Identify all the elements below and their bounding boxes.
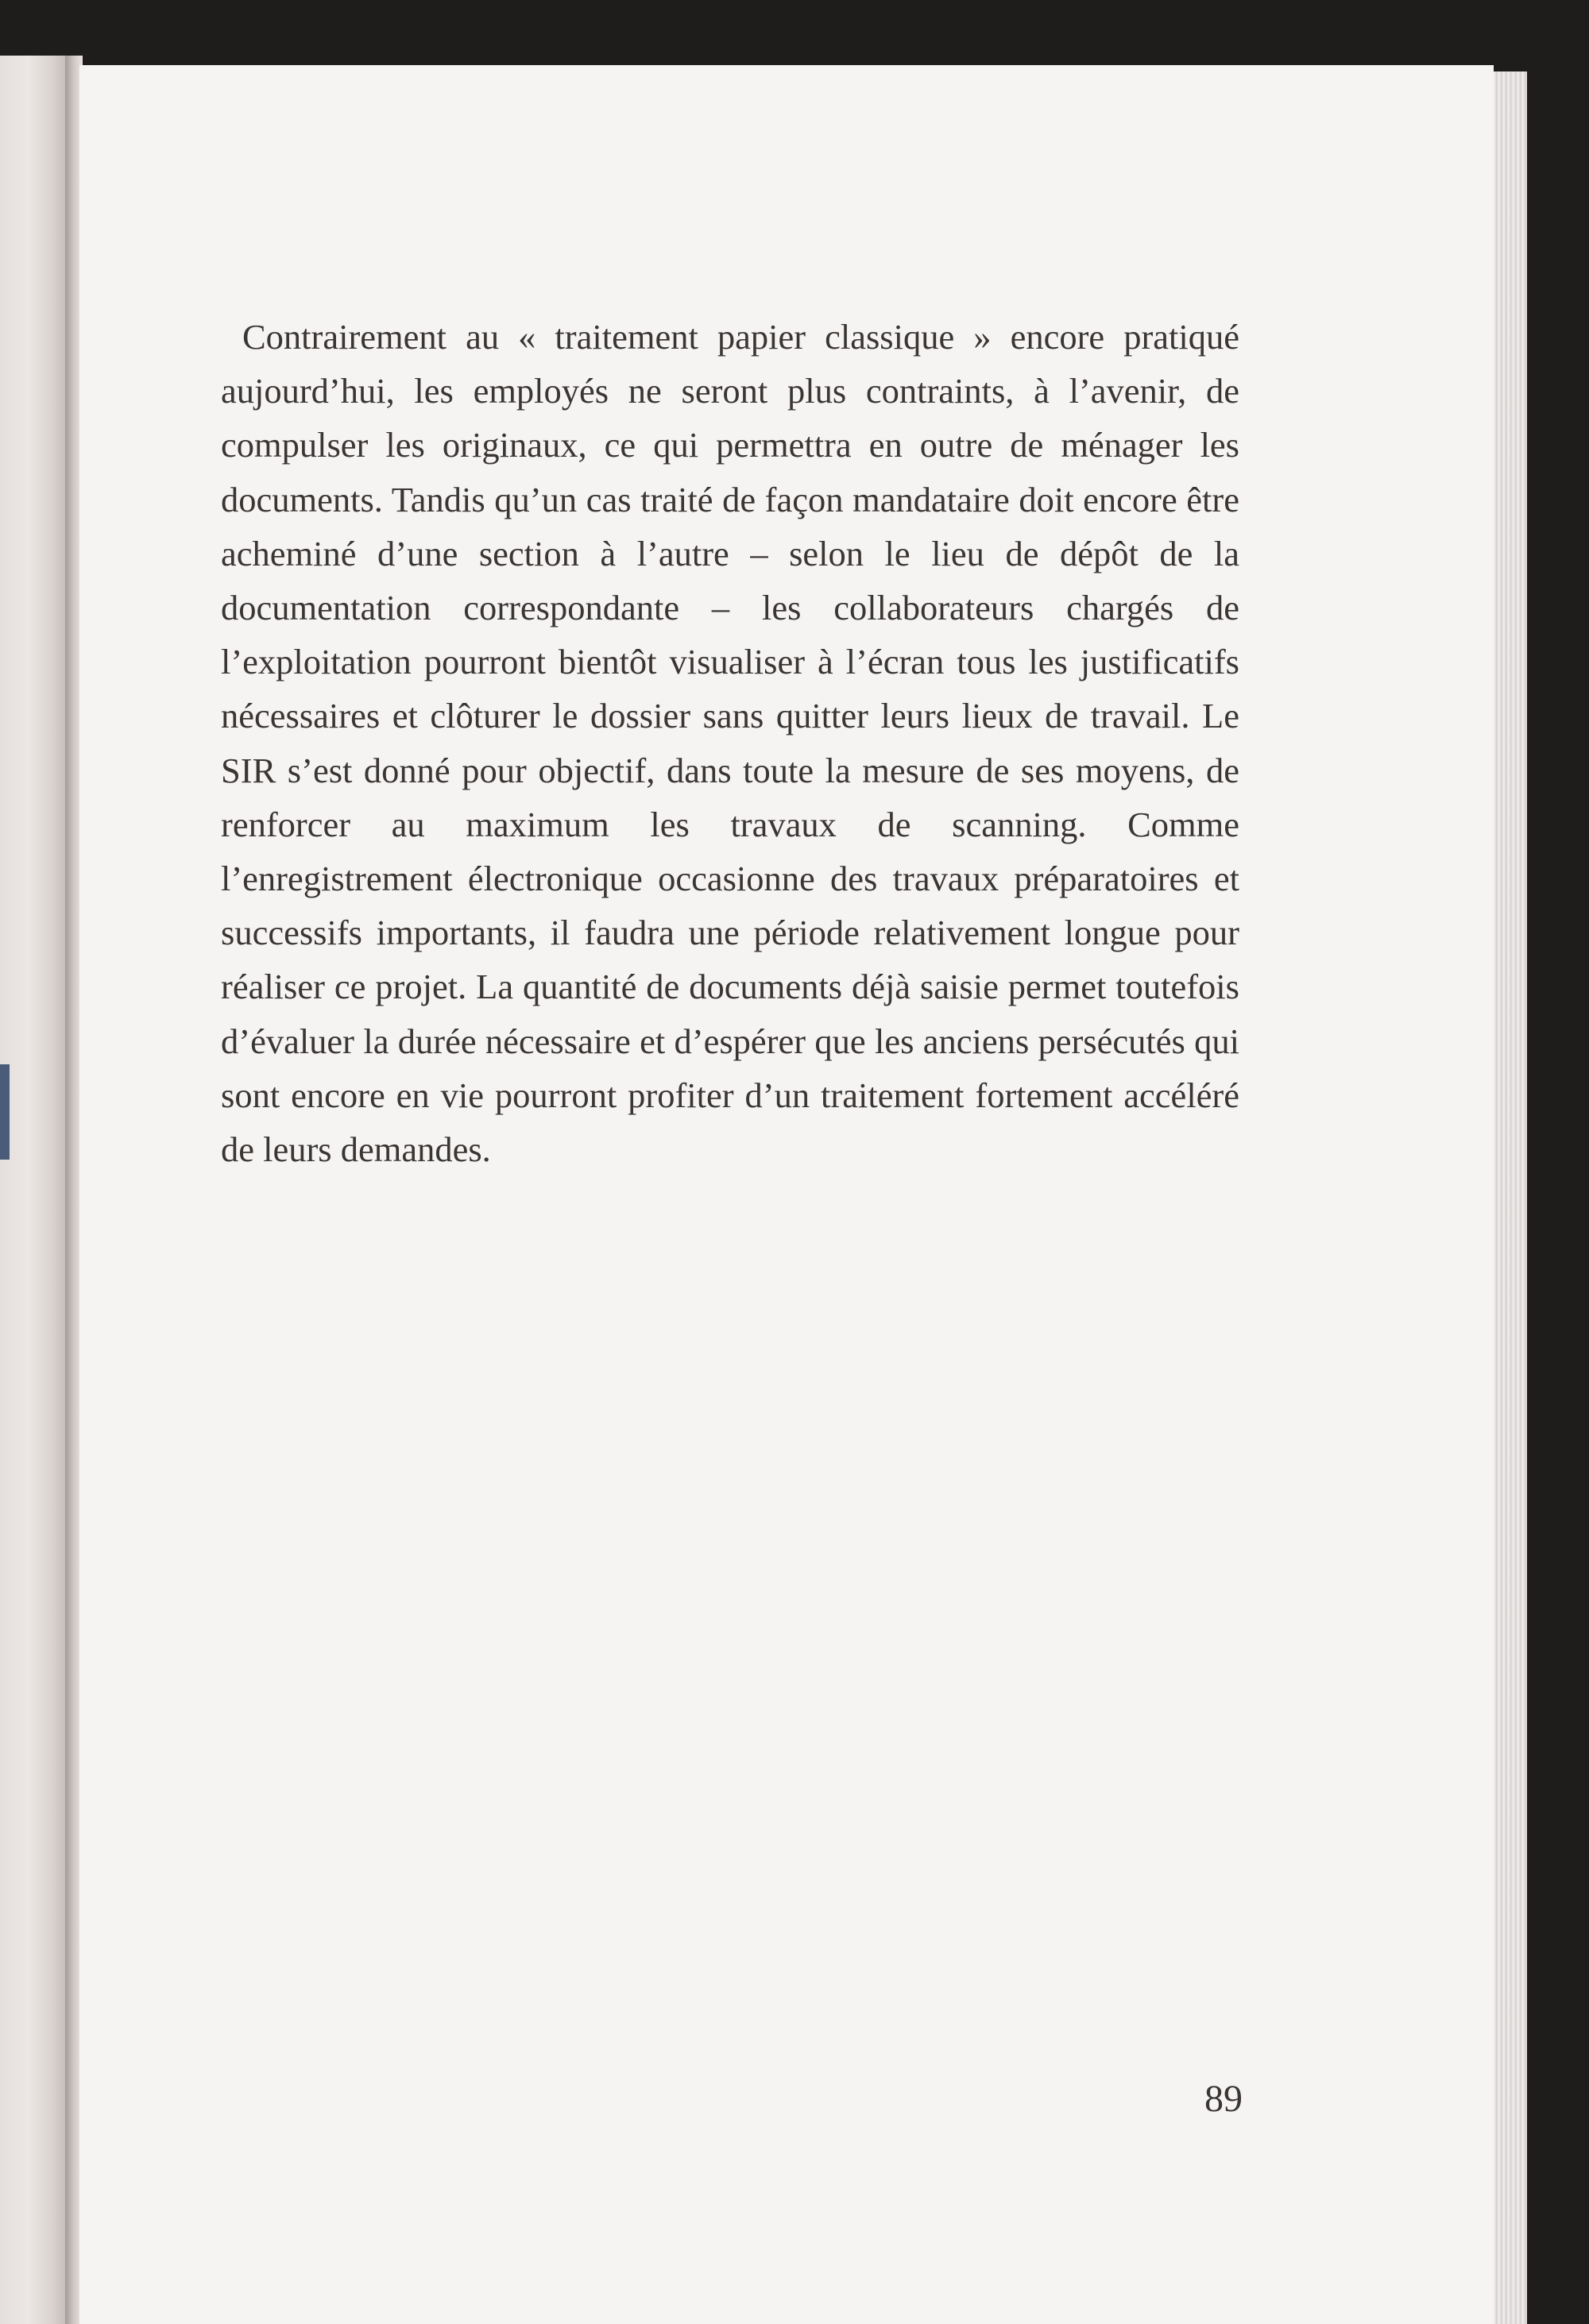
page-body [221, 310, 1239, 1176]
facing-page-marker [0, 1064, 10, 1160]
page-number: 89 [1204, 2078, 1243, 2120]
body-paragraph: Contrairement au « traitement papier classique » encore pratiqué aujourd’hui, les employés ne seront plus contraints, à l’avenir, de compulser les originaux, ce qui permettra en outre de ménager les documents. Tandis qu’un cas traité de façon mandataire doit encore être acheminé d’une section à l’autre – selon le lieu de dépôt de la documentation correspondante – les collaborateurs chargés de l’exploitation pourront bientôt visualiser à l’écran tous les justificatifs nécessaires et clôturer le dossier sans quitter leurs lieux de travail. Le SIR s’est donné pour objectif, dans toute la mesure de ses moyens, de renforcer au maximum les travaux de scanning. Comme l’enregistrement électronique occasionne des travaux préparatoires et successifs importants, il faudra une période relativement longue pour réaliser ce projet. La quantité de documents déjà saisie permet toutefois d’évaluer la durée nécessaire et d’espérer que les anciens persécutés qui sont encore en vie pourront profiter d’un traitement fortement accéléré de leurs demandes. [221, 317, 1239, 1170]
facing-page [0, 56, 70, 2324]
